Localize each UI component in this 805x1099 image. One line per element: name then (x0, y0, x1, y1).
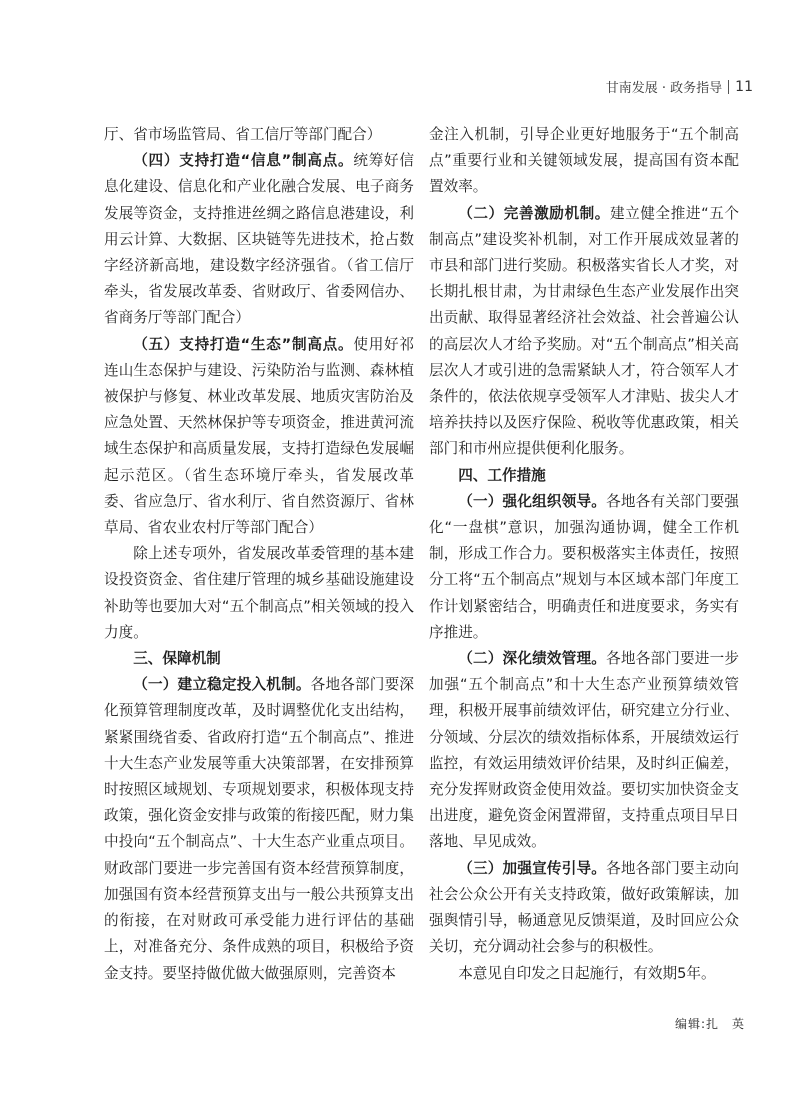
paragraph-lead: （五）支持打造“生态”制高点。 (133, 335, 354, 353)
left-column (104, 122, 414, 987)
paragraph-text: 使用好祁连山生态保护与建设、污染防治与监测、森林植被保护与修复、林业改革发展、地质灾害防治及应急处置、天然林保护等专项资金，推进黄河流域生态保护和高质量发展，支持打造绿色发展崛起示范区。（省生态环境厅牵头，省发展改革委、省应急厅、省水利厅、省自然资源厅、省林草局、省农业农村厅等部门配合） (104, 335, 414, 537)
editor-credit: 编辑:扎 英 (674, 1017, 745, 1031)
paragraph-text: 各地各有关部门要强化“一盘棋”意识，加强沟通协调，健全工作机制，形成工作合力。要积极落实主体责任，按照分工将“五个制高点”规划与本区域本部门年度工作计划紧密结合，明确责任和进度要求，务实有序推进。 (429, 492, 739, 641)
paragraph (429, 646, 739, 856)
paragraph (104, 122, 414, 148)
paragraph (429, 856, 739, 961)
paragraph-lead: （二）完善激励机制。 (458, 204, 610, 222)
paragraph (104, 148, 414, 331)
paragraph-text: 各地各部门要进一步加强“五个制高点”和十大生态产业预算绩效管理，积极开展事前绩效评估，研究建立分行业、分领域、分层次的绩效指标体系，开展绩效运行监控，有效运用绩效评价结果，及时纠正偏差，充分发挥财政资金使用效益。要切实加快资金支出进度，避免资金闲置滞留，支持重点项目早日落地、早见成效。 (429, 650, 739, 851)
running-header (606, 77, 753, 96)
right-column (429, 122, 739, 987)
paragraph (429, 201, 739, 463)
paragraph-lead: （一）强化组织领导。 (458, 492, 607, 510)
paragraph-lead: （三）加强宣传引导。 (458, 859, 607, 877)
paragraph-text: 本意见自印发之日起施行，有效期5年。 (458, 964, 716, 982)
header-section-title: 甘南发展 · 政务指导 (605, 81, 723, 96)
header-divider (728, 80, 729, 94)
page-number: 11 (735, 78, 753, 95)
paragraph (104, 672, 414, 986)
paragraph-lead: （四）支持打造“信息”制高点。 (133, 152, 354, 170)
paragraph (429, 961, 739, 987)
paragraph-text: 厅、省市场监管局、省工信厅等部门配合） (104, 126, 382, 143)
paragraph-lead: （二）深化绩效管理。 (458, 650, 607, 668)
paragraph-text: 各地各部门要深化预算管理制度改革，及时调整优化支出结构，紧紧围绕省委、省政府打造“五个制高点”、推进十大生态产业发展等重大决策部署，在安排预算时按照区域规划、专项规划要求，积极体现支持政策，强化资金安排与政策的衔接匹配，财力集中投向“五个制高点”、十大生态产业重点项目。财政部门要进一步完善国有资本经营预算制度，加强国有资本经营预算支出与一般公共预算支出的衔接，在对财政可承受能力进行评估的基础上，对准备充分、条件成熟的项目，积极给予资金支持。要坚持做优做大做强原则，完善资本 (104, 676, 414, 982)
paragraph-text: 统筹好信息化建设、信息化和产业化融合发展、电子商务发展等资金，支持推进丝绸之路信息港建设，利用云计算、大数据、区块链等先进技术，抢占数字经济新高地，建设数字经济强省。（省工信厅牵头，省发展改革委、省财政厅、省委网信办、省商务厅等部门配合） (104, 152, 414, 327)
paragraph-lead: （一）建立稳定投入机制。 (133, 676, 311, 694)
paragraph (104, 332, 414, 542)
paragraph-text: 建立健全推进“五个制高点”建设奖补机制，对工作开展成效显著的市县和部门进行奖励。积极落实省长人才奖，对长期扎根甘肃，为甘肃绿色生态产业发展作出突出贡献、取得显著经济社会效益、社会普遍公认的高层次人才给予奖励。对“五个制高点”相关高层次人才或引进的急需紧缺人才，符合领军人才条件的，依法依规享受领军人才津贴、拔尖人才培养扶持以及医疗保险、税收等优惠政策，相关部门和市州应提供便利化服务。 (429, 204, 739, 458)
paragraph-text: 金注入机制，引导企业更好地服务于“五个制高点”重要行业和关键领域发展，提高国有资本配置效率。 (429, 126, 739, 196)
paragraph (104, 541, 414, 646)
section-heading: 四、工作措施 (458, 466, 546, 484)
paragraph (429, 489, 739, 646)
paragraph-text: 各地各部门要主动向社会公众公开有关支持政策，做好政策解读，加强舆情引导，畅通意见反馈渠道，及时回应公众关切，充分调动社会参与的积极性。 (429, 859, 739, 956)
paragraph (429, 122, 739, 201)
paragraph-text: 除上述专项外，省发展改革委管理的基本建设投资资金、省住建厅管理的城乡基础设施建设补助等也要加大对“五个制高点”相关领域的投入力度。 (104, 545, 414, 641)
section-heading: 三、保障机制 (133, 650, 221, 668)
